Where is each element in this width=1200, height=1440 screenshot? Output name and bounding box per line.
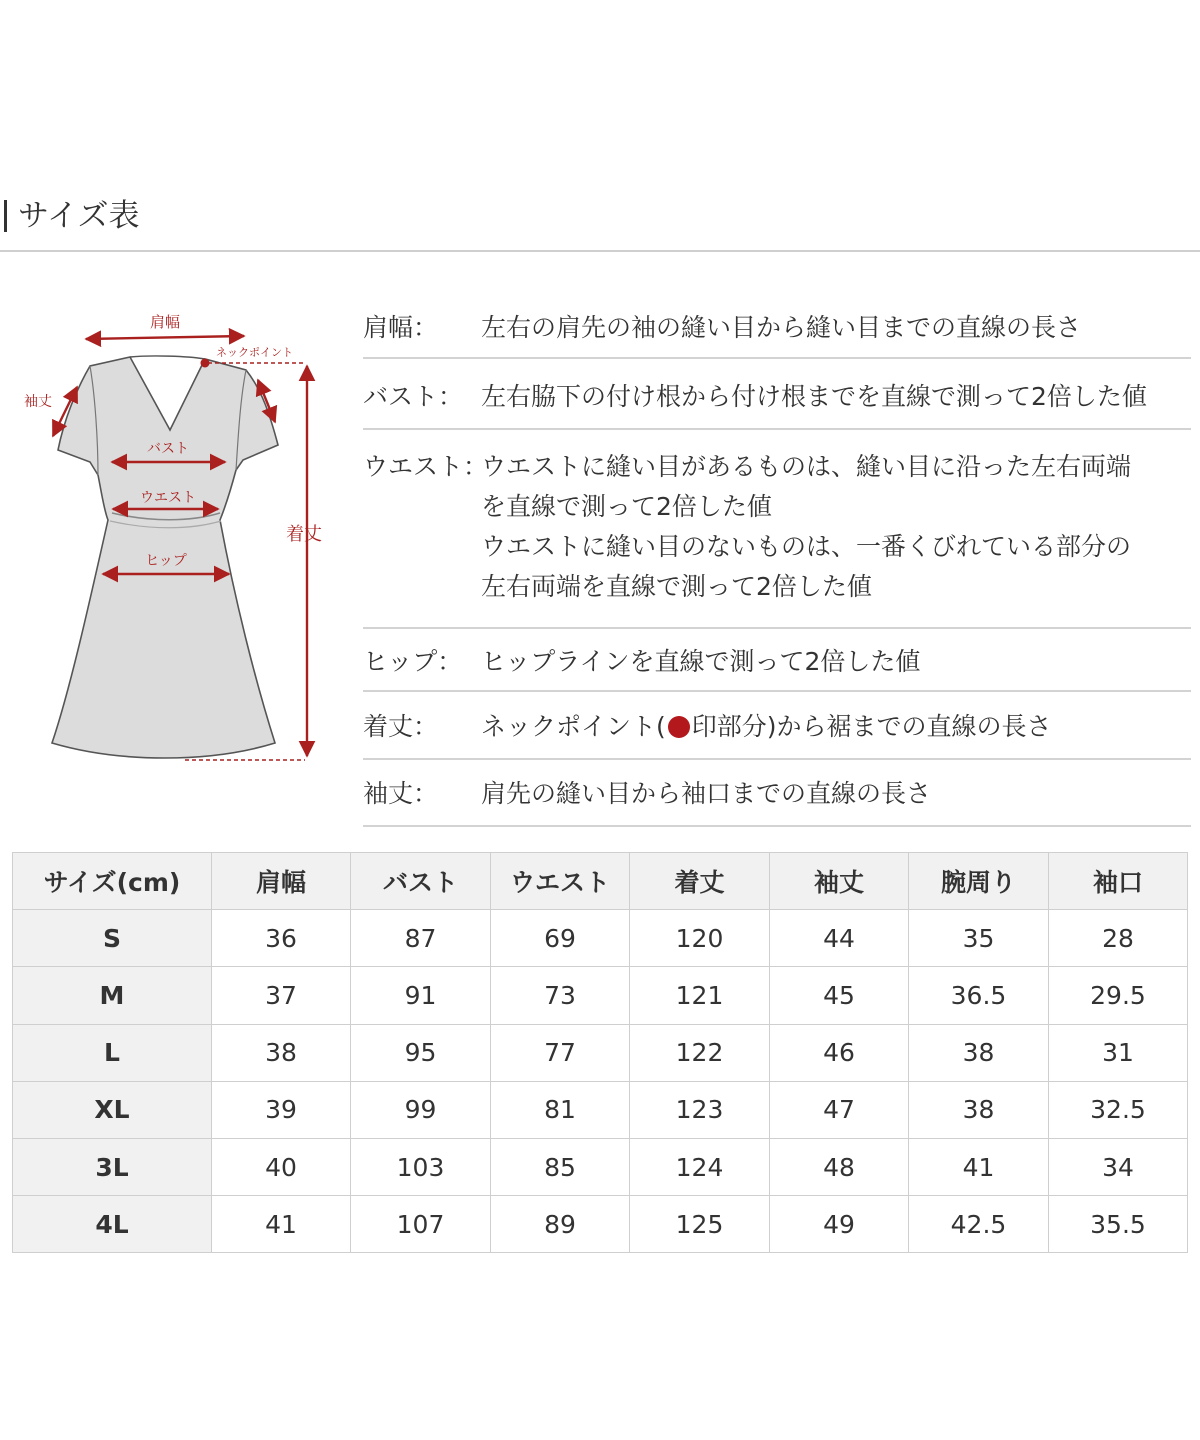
table-cell: 91 (351, 967, 491, 1024)
table-row (13, 1138, 1188, 1195)
definition-row-bust (363, 359, 1191, 430)
definition-term: 肩幅： (363, 313, 439, 342)
table-row (13, 967, 1188, 1024)
table-cell: 77 (491, 1024, 630, 1081)
label-neck-point: ネックポイント (216, 346, 293, 359)
table-cell: 46 (770, 1024, 909, 1081)
header-arm-circumference: 腕周り (909, 853, 1049, 910)
label-shoulder: 肩幅 (149, 313, 181, 331)
label-length: 着丈 (286, 524, 322, 545)
table-cell: 122 (630, 1024, 770, 1081)
definition-term: 袖丈： (363, 779, 439, 808)
definition-term: バスト： (363, 382, 464, 411)
table-cell: 29.5 (1049, 967, 1188, 1024)
label-sleeve-length: 袖丈 (24, 394, 52, 410)
table-cell: 38 (909, 1024, 1049, 1081)
table-row (13, 1024, 1188, 1081)
title-accent-bar (4, 200, 7, 232)
definition-text: 肩先の縫い目から袖口までの直線の長さ (481, 779, 932, 808)
table-cell: 36.5 (909, 967, 1049, 1024)
table-cell: 47 (770, 1081, 909, 1138)
table-cell: 39 (212, 1081, 351, 1138)
table-cell: 125 (630, 1196, 770, 1253)
label-hip: ヒップ (145, 553, 187, 569)
definition-text: ヒップラインを直線で測って2倍した値 (481, 647, 921, 676)
header-waist: ウエスト (491, 853, 630, 910)
header-sleeve-length: 袖丈 (770, 853, 909, 910)
label-bust: バスト (147, 441, 189, 457)
neck-point-dot-icon (668, 716, 690, 738)
table-cell: 35.5 (1049, 1196, 1188, 1253)
table-cell: 95 (351, 1024, 491, 1081)
definition-text: ネックポイント( 印部分)から裾までの直線の長さ (481, 712, 1052, 741)
table-row (13, 1081, 1188, 1138)
table-cell: 41 (909, 1138, 1049, 1195)
neckline (130, 356, 205, 359)
table-cell: 124 (630, 1138, 770, 1195)
table-cell: 85 (491, 1138, 630, 1195)
table-cell: 89 (491, 1196, 630, 1253)
table-cell: 38 (212, 1024, 351, 1081)
size-label-cell: M (13, 967, 212, 1024)
header-bust: バスト (351, 853, 491, 910)
definition-term: 着丈： (363, 712, 439, 741)
table-cell: 38 (909, 1081, 1049, 1138)
table-header-row (13, 853, 1188, 910)
definition-term: ヒップ： (363, 647, 463, 676)
definition-text: 左右脇下の付け根から付け根までを直線で測って2倍した値 (481, 382, 1147, 411)
table-cell: 32.5 (1049, 1081, 1188, 1138)
definition-row-length (363, 692, 1191, 760)
size-label-cell: L (13, 1024, 212, 1081)
header-cuff: 袖口 (1049, 853, 1188, 910)
table-cell: 48 (770, 1138, 909, 1195)
table-cell: 35 (909, 910, 1049, 967)
table-cell: 120 (630, 910, 770, 967)
measurement-definitions (363, 300, 1191, 827)
table-cell: 37 (212, 967, 351, 1024)
header-size: サイズ(cm) (13, 853, 212, 910)
table-cell: 28 (1049, 910, 1188, 967)
table-cell: 103 (351, 1138, 491, 1195)
size-table (12, 852, 1188, 1253)
definition-term: ウエスト： (363, 452, 489, 481)
table-cell: 73 (491, 967, 630, 1024)
size-label-cell: 3L (13, 1138, 212, 1195)
table-row (13, 1196, 1188, 1253)
table-cell: 31 (1049, 1024, 1188, 1081)
table-cell: 42.5 (909, 1196, 1049, 1253)
table-cell: 40 (212, 1138, 351, 1195)
definition-row-sleeve (363, 760, 1191, 827)
table-cell: 45 (770, 967, 909, 1024)
definition-row-waist (363, 430, 1191, 629)
table-cell: 49 (770, 1196, 909, 1253)
table-cell: 44 (770, 910, 909, 967)
section-header (0, 196, 1200, 252)
shoulder-arrow (86, 336, 244, 339)
table-cell: 123 (630, 1081, 770, 1138)
label-waist: ウエスト (140, 490, 196, 506)
table-row (13, 910, 1188, 967)
size-label-cell: XL (13, 1081, 212, 1138)
definition-row-shoulder (363, 300, 1191, 359)
size-label-cell: S (13, 910, 212, 967)
table-cell: 69 (491, 910, 630, 967)
measurement-diagram (0, 300, 340, 770)
table-cell: 87 (351, 910, 491, 967)
definition-text: 左右の肩先の袖の縫い目から縫い目までの直線の長さ (481, 313, 1082, 342)
header-shoulder: 肩幅 (212, 853, 351, 910)
table-cell: 99 (351, 1081, 491, 1138)
header-length: 着丈 (630, 853, 770, 910)
table-cell: 81 (491, 1081, 630, 1138)
size-label-cell: 4L (13, 1196, 212, 1253)
definition-row-hip (363, 629, 1191, 692)
table-cell: 121 (630, 967, 770, 1024)
definition-text: ウエストに縫い目があるものは、縫い目に沿った左右両端 を直線で測って2倍した値 ウエストに縫い目のないものは、一番くびれている部分の 左右両端を直線で測って2倍した値 (481, 452, 1132, 601)
table-cell: 107 (351, 1196, 491, 1253)
table-cell: 34 (1049, 1138, 1188, 1195)
page-title: サイズ表 (18, 198, 140, 234)
table-cell: 41 (212, 1196, 351, 1253)
table-cell: 36 (212, 910, 351, 967)
